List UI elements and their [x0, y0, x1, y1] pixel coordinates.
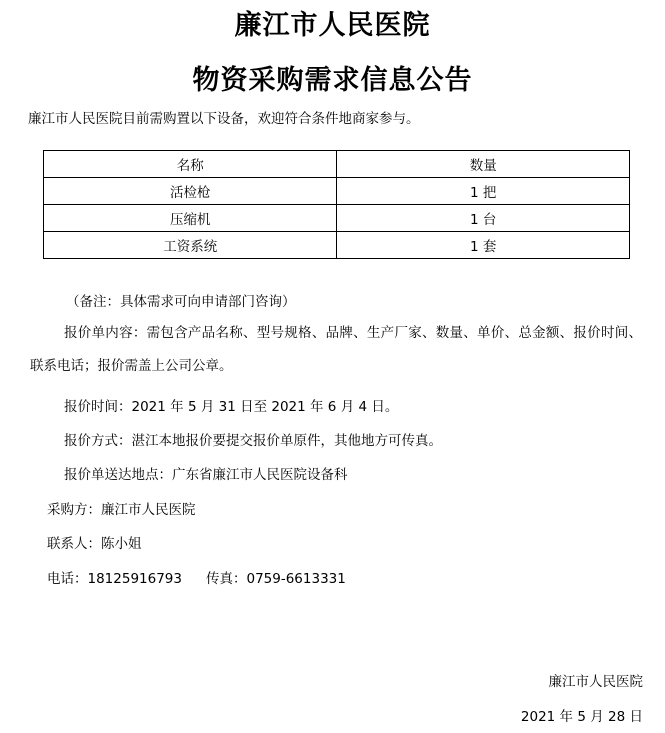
contact-phone-fax	[47, 567, 346, 587]
quote-content: 报价单内容：需包含产品名称、型号规格、品牌、生产厂家、数量、单价、总金额、报价时间、联系电话；报价需盖上公司公章。	[30, 325, 642, 374]
quote-method: 报价方式：湛江本地报价要提交报价单原件，其他地方可传真。	[64, 433, 442, 449]
equipment-table	[43, 150, 630, 259]
contact-person: 联系人：陈小姐	[47, 536, 142, 552]
cell-name: 活检枪	[44, 178, 337, 205]
table-header-row	[44, 151, 630, 178]
title-line-1: 廉江市人民医院	[234, 10, 431, 41]
cell-name: 工资系统	[44, 232, 337, 259]
table-row	[44, 178, 630, 205]
header-name: 名称	[44, 151, 337, 178]
cell-quantity: 1 把	[337, 178, 630, 205]
table-row	[44, 232, 630, 259]
fax-number: 传真：0759-6613331	[205, 571, 346, 587]
intro-text: 廉江市人民医院目前需购置以下设备，欢迎符合条件地商家参与。	[28, 111, 420, 127]
cell-quantity: 1 套	[337, 232, 630, 259]
header-quantity: 数量	[337, 151, 630, 178]
purchaser: 采购方：廉江市人民医院	[47, 502, 196, 518]
signature-org: 廉江市人民医院	[548, 674, 643, 690]
cell-quantity: 1 台	[337, 205, 630, 232]
quote-time: 报价时间：2021 年 5 月 31 日至 2021 年 6 月 4 日。	[64, 399, 399, 415]
table-row	[44, 205, 630, 232]
phone-number: 电话：18125916793	[47, 571, 182, 587]
signature-date: 2021 年 5 月 28 日	[520, 709, 643, 725]
delivery-place: 报价单送达地点：广东省廉江市人民医院设备科	[64, 467, 348, 483]
cell-name: 压缩机	[44, 205, 337, 232]
remark-note: （备注：具体需求可向申请部门咨询）	[66, 294, 296, 310]
title-line-2: 物资采购需求信息公告	[192, 65, 473, 96]
